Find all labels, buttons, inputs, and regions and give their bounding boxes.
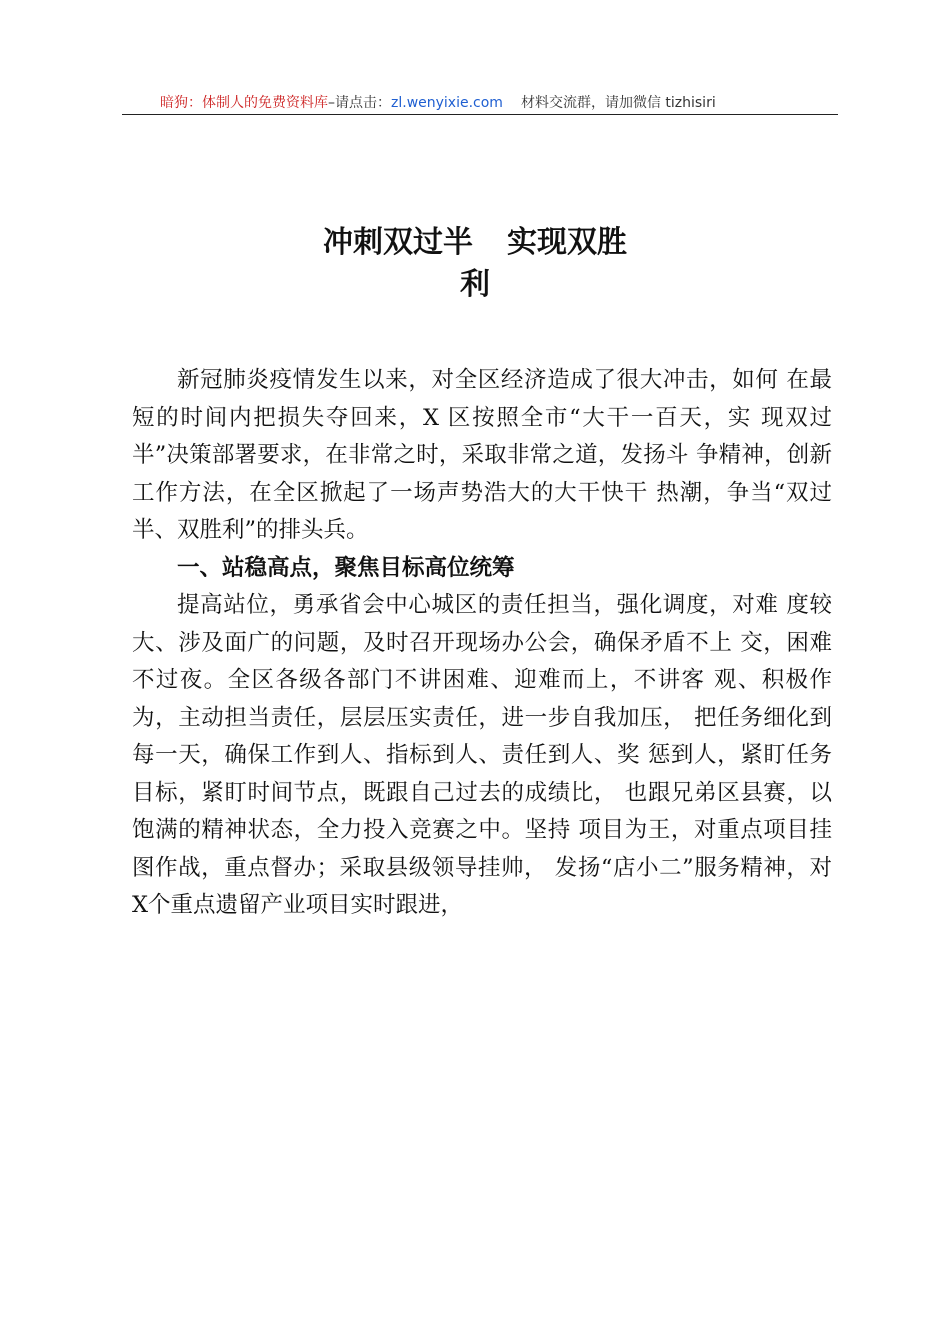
title-part-2: 实现双胜 — [507, 225, 627, 260]
header-click-prompt: –请点击： — [328, 95, 391, 111]
header-wechat-note: 材料交流群，请加微信 tizhisiri — [520, 95, 716, 111]
header-content — [160, 92, 716, 112]
header-brand: 暗狗：体制人的免费资料库 — [160, 95, 328, 111]
title-line-2: 利 — [460, 267, 490, 302]
page-header — [122, 90, 838, 115]
title-line-1 — [0, 222, 950, 264]
header-url-link[interactable]: zl.wenyixie.com — [391, 95, 503, 111]
document-title — [0, 222, 950, 306]
title-part-1: 冲刺双过半 — [323, 225, 473, 260]
document-body — [132, 362, 832, 925]
section-1-heading: 一、站稳高点，聚焦目标高位统筹 — [177, 554, 515, 581]
intro-paragraph: 新冠肺炎疫情发生以来，对全区经济造成了很大冲击，如何 在最短的时间内把损失夺回来，X 区按照全市“大干一百天，实 现双过半”决策部署要求，在非常之时，采取非常之道，发扬斗 争精神，创新工作方法，在全区掀起了一场声势浩大的大干快干 热潮，争当“双过半、双胜利”的排头兵。 — [132, 367, 832, 543]
section-1-paragraph: 提高站位，勇承省会中心城区的责任担当，强化调度，对难 度较大、涉及面广的问题，及时召开现场办公会，确保矛盾不上 交，困难不过夜。全区各级各部门不讲困难、迎难而上，不讲客 观、积极作为，主动担当责任，层层压实责任，进一步自我加压， 把任务细化到每一天，确保工作到人、指标到人、责任到人、奖 惩到人，紧盯任务目标，紧盯时间节点，既跟自己过去的成绩比， 也跟兄弟区县赛，以饱满的精神状态，全力投入竞赛之中。坚持 项目为王，对重点项目挂图作战，重点督办；采取县级领导挂帅， 发扬“店小二”服务精神，对 X个重点遗留产业项目实时跟进， — [132, 592, 832, 918]
